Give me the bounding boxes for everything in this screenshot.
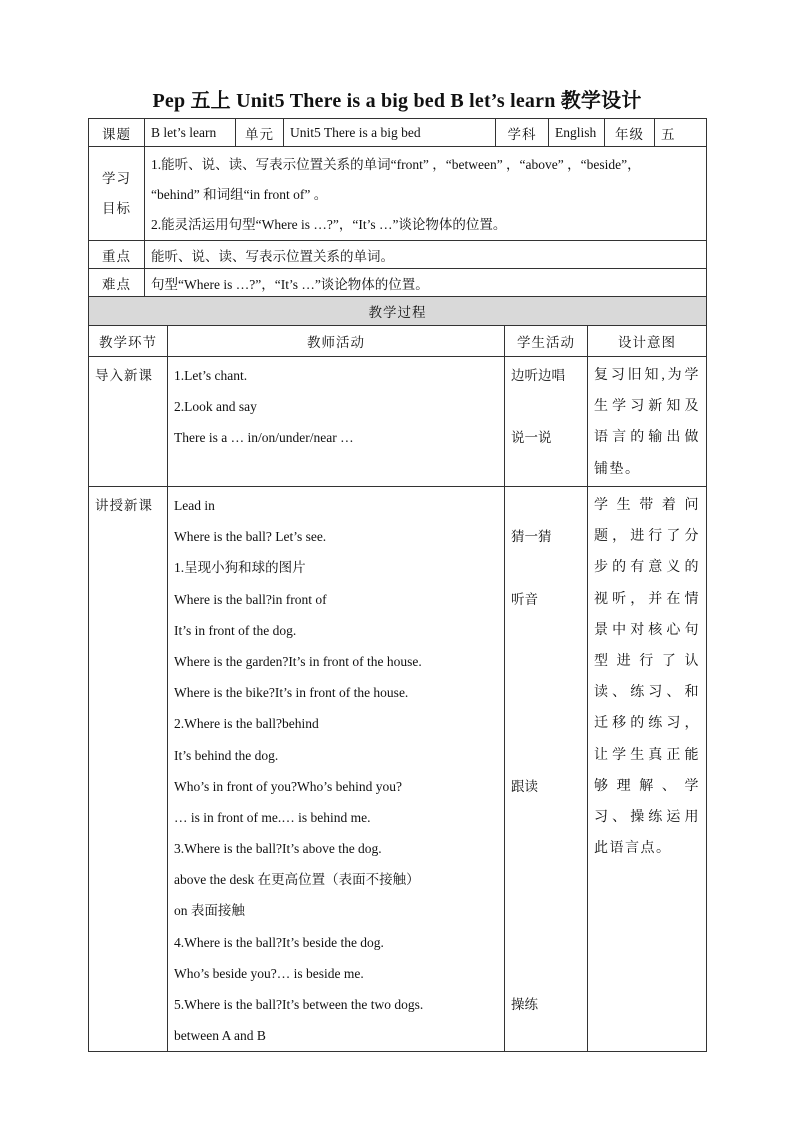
teacher-line: There is a … in/on/under/near … — [174, 430, 354, 446]
column-header-stage: 教学环节 — [89, 326, 168, 357]
student-line — [511, 552, 581, 583]
student-line: 操练 — [511, 997, 538, 1012]
student-line — [511, 454, 581, 485]
teacher-line: … is in front of me.… is behind me. — [174, 809, 371, 825]
topic-value: B let’s learn — [145, 119, 236, 147]
objective-line: 2.能灵活运用句型“Where is …?”，“It’s …”谈论物体的位置。 — [151, 216, 507, 232]
student-line — [511, 490, 581, 521]
difficulty-label: 难点 — [89, 269, 145, 297]
student-line: 猜一猜 — [511, 529, 552, 545]
teacher-activity-cell — [168, 357, 505, 487]
process-columns-row — [89, 326, 707, 357]
process-row-intro — [89, 357, 707, 487]
grade-value: 五 — [655, 119, 707, 147]
process-header-row — [89, 297, 707, 326]
student-activity-cell — [505, 357, 588, 487]
process-table — [88, 296, 707, 1052]
subject-value: English — [549, 119, 605, 147]
process-row-teaching — [89, 487, 707, 1052]
teacher-line: 2.Where is the ball?behind — [174, 716, 319, 732]
process-header: 教学过程 — [89, 297, 707, 326]
student-line: 跟读 — [511, 778, 538, 794]
teacher-line: 4.Where is the ball?It’s beside the dog. — [174, 934, 384, 950]
teacher-line: 3.Where is the ball?It’s above the dog. — [174, 841, 382, 857]
teacher-line: 1.Let’s chant. — [174, 368, 248, 383]
teacher-line: Who’s beside you?… is beside me. — [174, 965, 364, 981]
teacher-line: above the desk 在更高位置（表面不接触） — [174, 872, 420, 888]
teacher-line: Where is the bike?It’s in front of the house. — [174, 685, 409, 701]
info-table — [88, 118, 707, 297]
subject-label: 学科 — [496, 119, 549, 147]
grade-label: 年级 — [605, 119, 655, 147]
teacher-line — [174, 454, 498, 485]
teacher-line: Where is the ball? Let’s see. — [174, 529, 327, 545]
info-row-objectives — [89, 147, 707, 241]
student-line — [511, 927, 581, 958]
student-line — [511, 740, 581, 771]
teacher-line: It’s behind the dog. — [174, 747, 279, 763]
teacher-line: 2.Look and say — [174, 399, 257, 415]
teacher-line: between A and B — [174, 1028, 266, 1044]
unit-value: Unit5 There is a big bed — [284, 119, 496, 147]
teacher-line: Where is the ball?in front of — [174, 591, 327, 607]
student-line — [511, 833, 581, 864]
column-header-intent: 设计意图 — [588, 326, 707, 357]
info-row-topic — [89, 119, 707, 147]
objectives-label — [89, 147, 145, 241]
student-line: 边听边唱 — [511, 368, 565, 383]
student-line — [511, 615, 581, 646]
design-intent-cell: 学生带着问题，进行了分步的有意义的视听，并在情景中对核心句型进行了认读、练习、和迁移的练习，让学生真正能够理解、学习、操练运用此语言点。 — [588, 487, 707, 1052]
student-line: 说一说 — [511, 430, 552, 446]
page-title: Pep 五上 Unit5 There is a big bed B let’s learn 教学设计 — [152, 90, 642, 112]
teacher-line: Who’s in front of you?Who’s behind you? — [174, 778, 402, 794]
topic-label: 课题 — [89, 119, 145, 147]
stage-cell: 导入新课 — [89, 357, 168, 487]
student-line — [511, 391, 581, 422]
teacher-line: on 表面接触 — [174, 903, 245, 919]
student-line — [511, 1020, 581, 1051]
student-line: 听音 — [511, 591, 538, 607]
student-line — [511, 864, 581, 895]
key-value: 能听、说、读、写表示位置关系的单词。 — [145, 241, 707, 269]
info-row-key — [89, 241, 707, 269]
objective-line: 1.能听、说、读、写表示位置关系的单词“front” ，“between” ，“above” ，“beside”， — [151, 156, 641, 172]
difficulty-value: 句型“Where is …?”，“It’s …”谈论物体的位置。 — [145, 269, 707, 297]
student-activity-cell — [505, 487, 588, 1052]
objectives-label-line: 目标 — [102, 200, 131, 216]
student-line — [511, 958, 581, 989]
teacher-line: It’s in front of the dog. — [174, 622, 297, 638]
key-label: 重点 — [89, 241, 145, 269]
teacher-line: Lead in — [174, 498, 215, 513]
info-row-difficulty — [89, 269, 707, 297]
student-line — [511, 708, 581, 739]
design-intent-cell: 复习旧知,为学生学习新知及语言的输出做铺垫。 — [588, 357, 707, 487]
objective-line: “behind” 和词组“in front of” 。 — [151, 186, 328, 202]
column-header-teacher: 教师活动 — [168, 326, 505, 357]
teacher-line: 1.呈现小狗和球的图片 — [174, 560, 306, 576]
student-line — [511, 802, 581, 833]
objectives-label-line: 学习 — [102, 170, 131, 186]
column-header-student: 学生活动 — [505, 326, 588, 357]
teacher-line: Where is the garden?It’s in front of the house. — [174, 653, 422, 669]
unit-label: 单元 — [236, 119, 284, 147]
student-line — [511, 895, 581, 926]
objectives-value — [145, 147, 707, 241]
student-line — [511, 677, 581, 708]
student-line — [511, 646, 581, 677]
stage-cell: 讲授新课 — [89, 487, 168, 1052]
teacher-line: 5.Where is the ball?It’s between the two dogs. — [174, 997, 424, 1012]
teacher-activity-cell — [168, 487, 505, 1052]
